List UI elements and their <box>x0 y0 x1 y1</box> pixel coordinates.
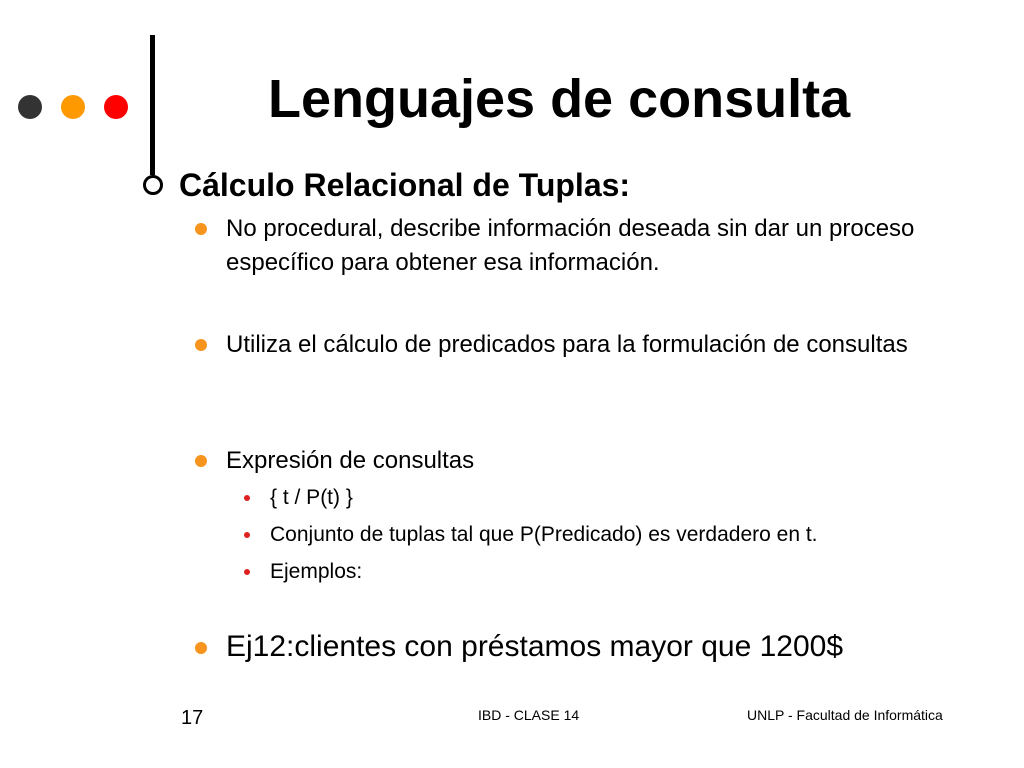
bullet-text: Ej12:clientes con préstamos mayor que 1200$ <box>226 630 844 663</box>
decorative-ring <box>143 175 163 195</box>
bullet-dot-icon <box>195 223 207 235</box>
decorative-dot-red <box>104 95 128 119</box>
bullet-dot-icon <box>195 642 207 654</box>
footer-center: IBD - CLASE 14 <box>478 707 580 723</box>
page-number: 17 <box>181 707 204 729</box>
footer-right: UNLP - Facultad de Informática <box>747 707 943 723</box>
bullet-text: Utiliza el cálculo de predicados para la formulación de consultas <box>226 331 908 358</box>
decorative-dot-dark <box>18 95 42 119</box>
slide-subtitle: Cálculo Relacional de Tuplas: <box>179 167 631 203</box>
bullet-text: No procedural, describe información deseada sin dar un proceso específico para obtener esa información. <box>226 215 915 276</box>
decorative-dot-orange <box>61 95 85 119</box>
bullet-dot-icon <box>195 455 207 467</box>
sub-bullet-dot-icon <box>244 495 250 501</box>
sub-bullet-text: Ejemplos: <box>270 560 363 583</box>
bullet-dot-icon <box>195 339 207 351</box>
sub-bullet-dot-icon <box>244 532 250 538</box>
sub-bullet-dot-icon <box>244 569 250 575</box>
slide-title: Lenguajes de consulta <box>268 69 851 129</box>
decorative-vertical-line <box>150 35 155 175</box>
sub-bullet-text: Conjunto de tuplas tal que P(Predicado) es verdadero en t. <box>270 523 818 546</box>
sub-bullet-text: { t / P(t) } <box>270 486 353 509</box>
bullet-text: Expresión de consultas <box>226 447 475 474</box>
